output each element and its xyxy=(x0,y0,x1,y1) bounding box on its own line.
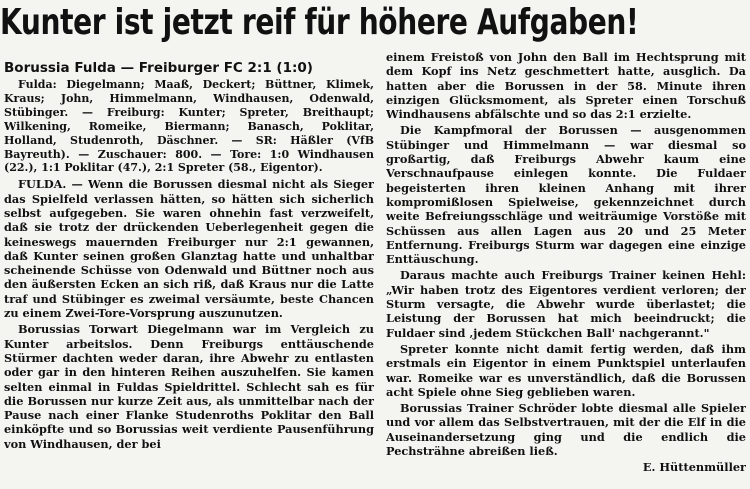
article-paragraph: Borussias Trainer Schröder lobte diesmal alle Spieler und vor allem das Selbstvertrauen, mit der die Elf in die Auseinandersetzung ging und die endlich die Pechsträhne abreißen ließ. xyxy=(386,401,746,459)
article-column-2 xyxy=(386,50,746,486)
lineup-paragraph: Fulda: Diegelmann; Maaß, Deckert; Büttner, Klimek, Kraus; John, Himmelmann, Windhausen, Odenwald, Stübinger. — Freiburg: Kunter; Spreter, Breithaupt; Wilkening, Romeike, Biermann; Banasch, Poklitar, Holland, Studenroth, Däschner. — SR: Häßler (VfB Bayreuth). — Zuschauer: 800. — Tore: 1:0 Windhausen (22.), 1:1 Poklitar (47.), 2:1 Spreter (58., Eigentor). xyxy=(4,78,374,175)
headline: Kunter ist jetzt reif für höhere Aufgaben! xyxy=(0,2,639,43)
article-paragraph: Spreter konnte nicht damit fertig werden, daß ihm erstmals ein Eigentor in einem Punktspiel unterlaufen war. Romeike war es unverständlich, daß die Borussen acht Spiele ohne Sieg geblieben waren. xyxy=(386,341,746,399)
article-paragraph: Borussias Torwart Diegelmann war im Vergleich zu Kunter arbeitslos. Denn Freiburgs enttäuschende Stürmer dachten weder daran, ihre Abwehr zu entlasten oder gar in den hinteren Reihen auszuhelfen. Sie kamen selten einmal in Fuldas Spieldrittel. Schlecht sah es für die Borussen nur kurze Zeit aus, als unmittelbar nach der Pause nach einer Flanke Studenroths Poklitar den Ball einköpfte und so Borussias weit verdiente Pausenführung von Windhausen, der bei xyxy=(4,322,374,451)
match-result-heading: Borussia Fulda — Freiburger FC 2:1 (1:0) xyxy=(4,60,313,76)
article-paragraph: einem Freistoß von John den Ball im Hechtsprung mit dem Kopf ins Netz geschmettert hatte, ausglich. Da hatten aber die Borussen in der 58. Minute ihren einzigen Glücksmoment, als Spreter einen Torschuß Windhausens abfälschte und so das 2:1 erzielte. xyxy=(386,50,746,122)
article-column-1 xyxy=(4,60,374,485)
article-paragraph: FULDA. — Wenn die Borussen diesmal nicht als Sieger das Spielfeld verlassen hätten, so hätten sich sicherlich selbst aufgegeben. Sie waren ohnehin fast verzweifelt, daß sie trotz der drückenden Ueberlegenheit gegen die keineswegs mauernden Freiburger nur 2:1 gewannen, daß Kunter seinen großen Glanztag hatte und unhaltbar scheinende Schüsse von Odenwald und Büttner noch aus den äußersten Ecken an sich riß, daß Kraus nur die Latte traf und Stübinger es zweimal versäumte, beste Chancen zu einem Zwei-Tore-Vorsprung auszunutzen. xyxy=(4,177,374,321)
article-paragraph: Daraus machte auch Freiburgs Trainer keinen Hehl: „Wir haben trotz des Eigentores verdient verloren; der Sturm versagte, die Abwehr wurde überlastet; die Leistung der Borussen hat mich beeindruckt; die Fuldaer sind ‚jedem Stückchen Ball' nachgerannt." xyxy=(386,268,746,340)
author-byline: E. Hüttenmüller xyxy=(642,460,746,475)
article-paragraph: Die Kampfmoral der Borussen — ausgenommen Stübinger und Himmelmann — war diesmal so großartig, daß Freiburgs Abwehr kaum eine Verschnaufpause einlegen konnte. Die Fuldaer begeisterten ihren kleinen Anhang mit ihrer kompromißlosen Spielweise, gekennzeichnet durch weite Befreiungsschläge und weiträumige Vorstöße mit Schüssen aus allen Lagen aus 20 und 25 Meter Entfernung. Freiburgs Sturm war dagegen eine einzige Enttäuschung. xyxy=(386,123,746,267)
